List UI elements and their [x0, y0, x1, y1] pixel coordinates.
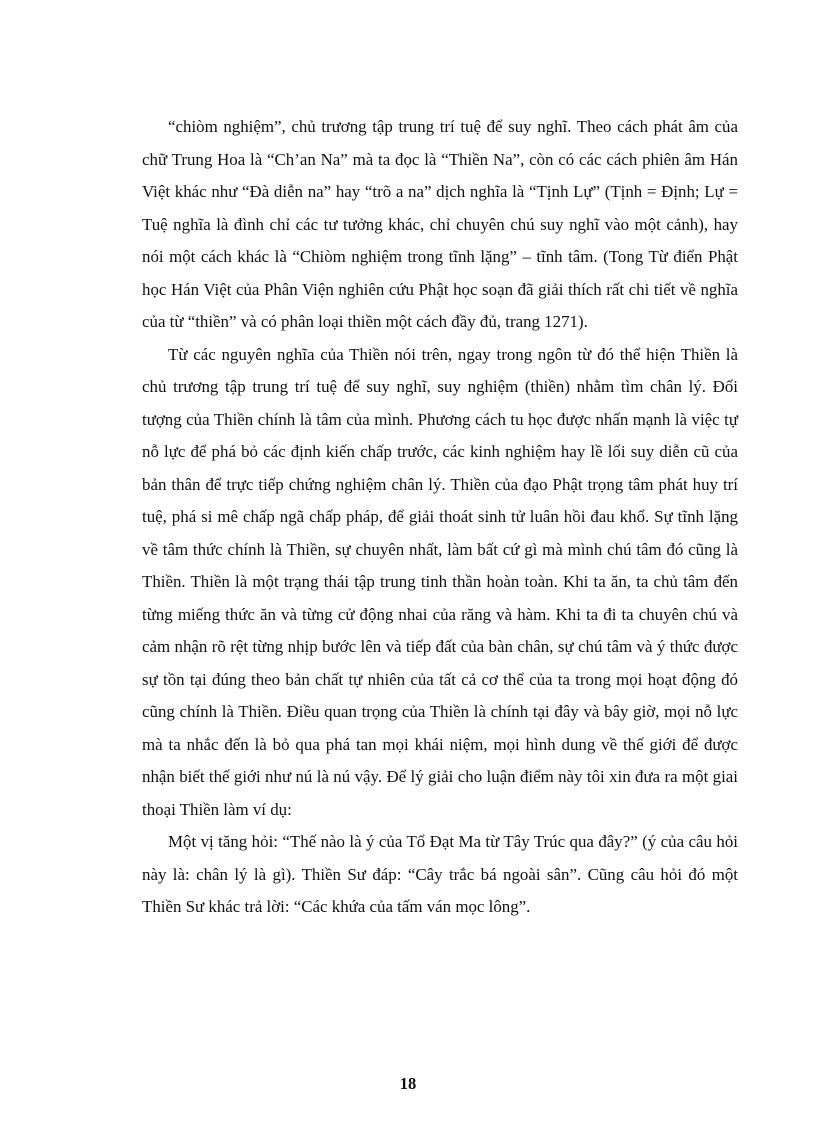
- paragraph-2: Từ các nguyên nghĩa của Thiền nói trên, ngay trong ngôn từ đó thể hiện Thiền là chủ trương tập trung trí tuệ để suy nghĩ, suy nghiệm (thiền) nhằm tìm chân lý. Đối tượng của Thiền chính là tâm của mình. Phương cách tu học được nhấn mạnh là việc tự nỗ lực để phá bỏ các định kiến chấp trước, các kinh nghiệm hay lề lối suy diễn cũ của bản thân để trực tiếp chứng nghiệm chân lý. Thiền của đạo Phật trọng tâm phát huy trí tuệ, phá si mê chấp ngã chấp pháp, để giải thoát sinh tử luân hồi đau khổ. Sự tĩnh lặng về tâm thức chính là Thiền, sự chuyên nhất, làm bất cứ gì mà mình chú tâm đó cũng là Thiền. Thiền là một trạng thái tập trung tinh thần hoàn toàn. Khi ta ăn, ta chủ tâm đến từng miếng thức ăn và từng cử động nhai của răng và hàm. Khi ta đi ta chuyên chú và cảm nhận rõ rệt từng nhịp bước lên và tiếp đất của bàn chân, sự chú tâm và ý thức được sự tồn tại đúng theo bản chất tự nhiên của tất cả cơ thể của ta trong mọi hoạt động đó cũng chính là Thiền. Điều quan trọng của Thiền là chính tại đây và bây giờ, mọi nỗ lực mà ta nhắc đến là bỏ qua phá tan mọi khái niệm, mọi hình dung về thế giới để được nhận biết thế giới như nú là nú vậy. Để lý giải cho luận điểm này tôi xin đưa ra một giai thoại Thiền làm ví dụ:: [142, 344, 738, 819]
- page-number: 18: [399, 1074, 417, 1093]
- paragraph-3: Một vị tăng hỏi: “Thế nào là ý của Tổ Đạt Ma từ Tây Trúc qua đây?” (ý của câu hỏi này là: chân lý là gì). Thiền Sư đáp: “Cây trắc bá ngoài sân”. Cũng câu hỏi đó một Thiền Sư khác trả lời: “Các khứa của tấm ván mọc lông”.: [142, 832, 738, 916]
- body-text: [142, 111, 738, 924]
- paragraph-1: “chiòm nghiệm”, chủ trương tập trung trí tuệ để suy nghĩ. Theo cách phát âm của chữ Trung Hoa là “Ch’an Na” mà ta đọc là “Thiền Na”, còn có các cách phiên âm Hán Việt khác như “Đà diễn na” hay “trõ a na” dịch nghĩa là “Tịnh Lự” (Tịnh = Định; Lự = Tuệ nghĩa là đình chỉ các tư tưởng khác, chỉ chuyên chú suy nghĩ vào một cảnh), hay nói một cách khác là “Chiòm nghiệm trong tĩnh lặng” – tĩnh tâm. (Tong Từ điển Phật học Hán Việt của Phân Viện nghiên cứu Phật học soạn đã giải thích rất chi tiết về nghĩa của từ “thiền” và có phân loại thiền một cách đầy đủ, trang 1271).: [142, 117, 738, 331]
